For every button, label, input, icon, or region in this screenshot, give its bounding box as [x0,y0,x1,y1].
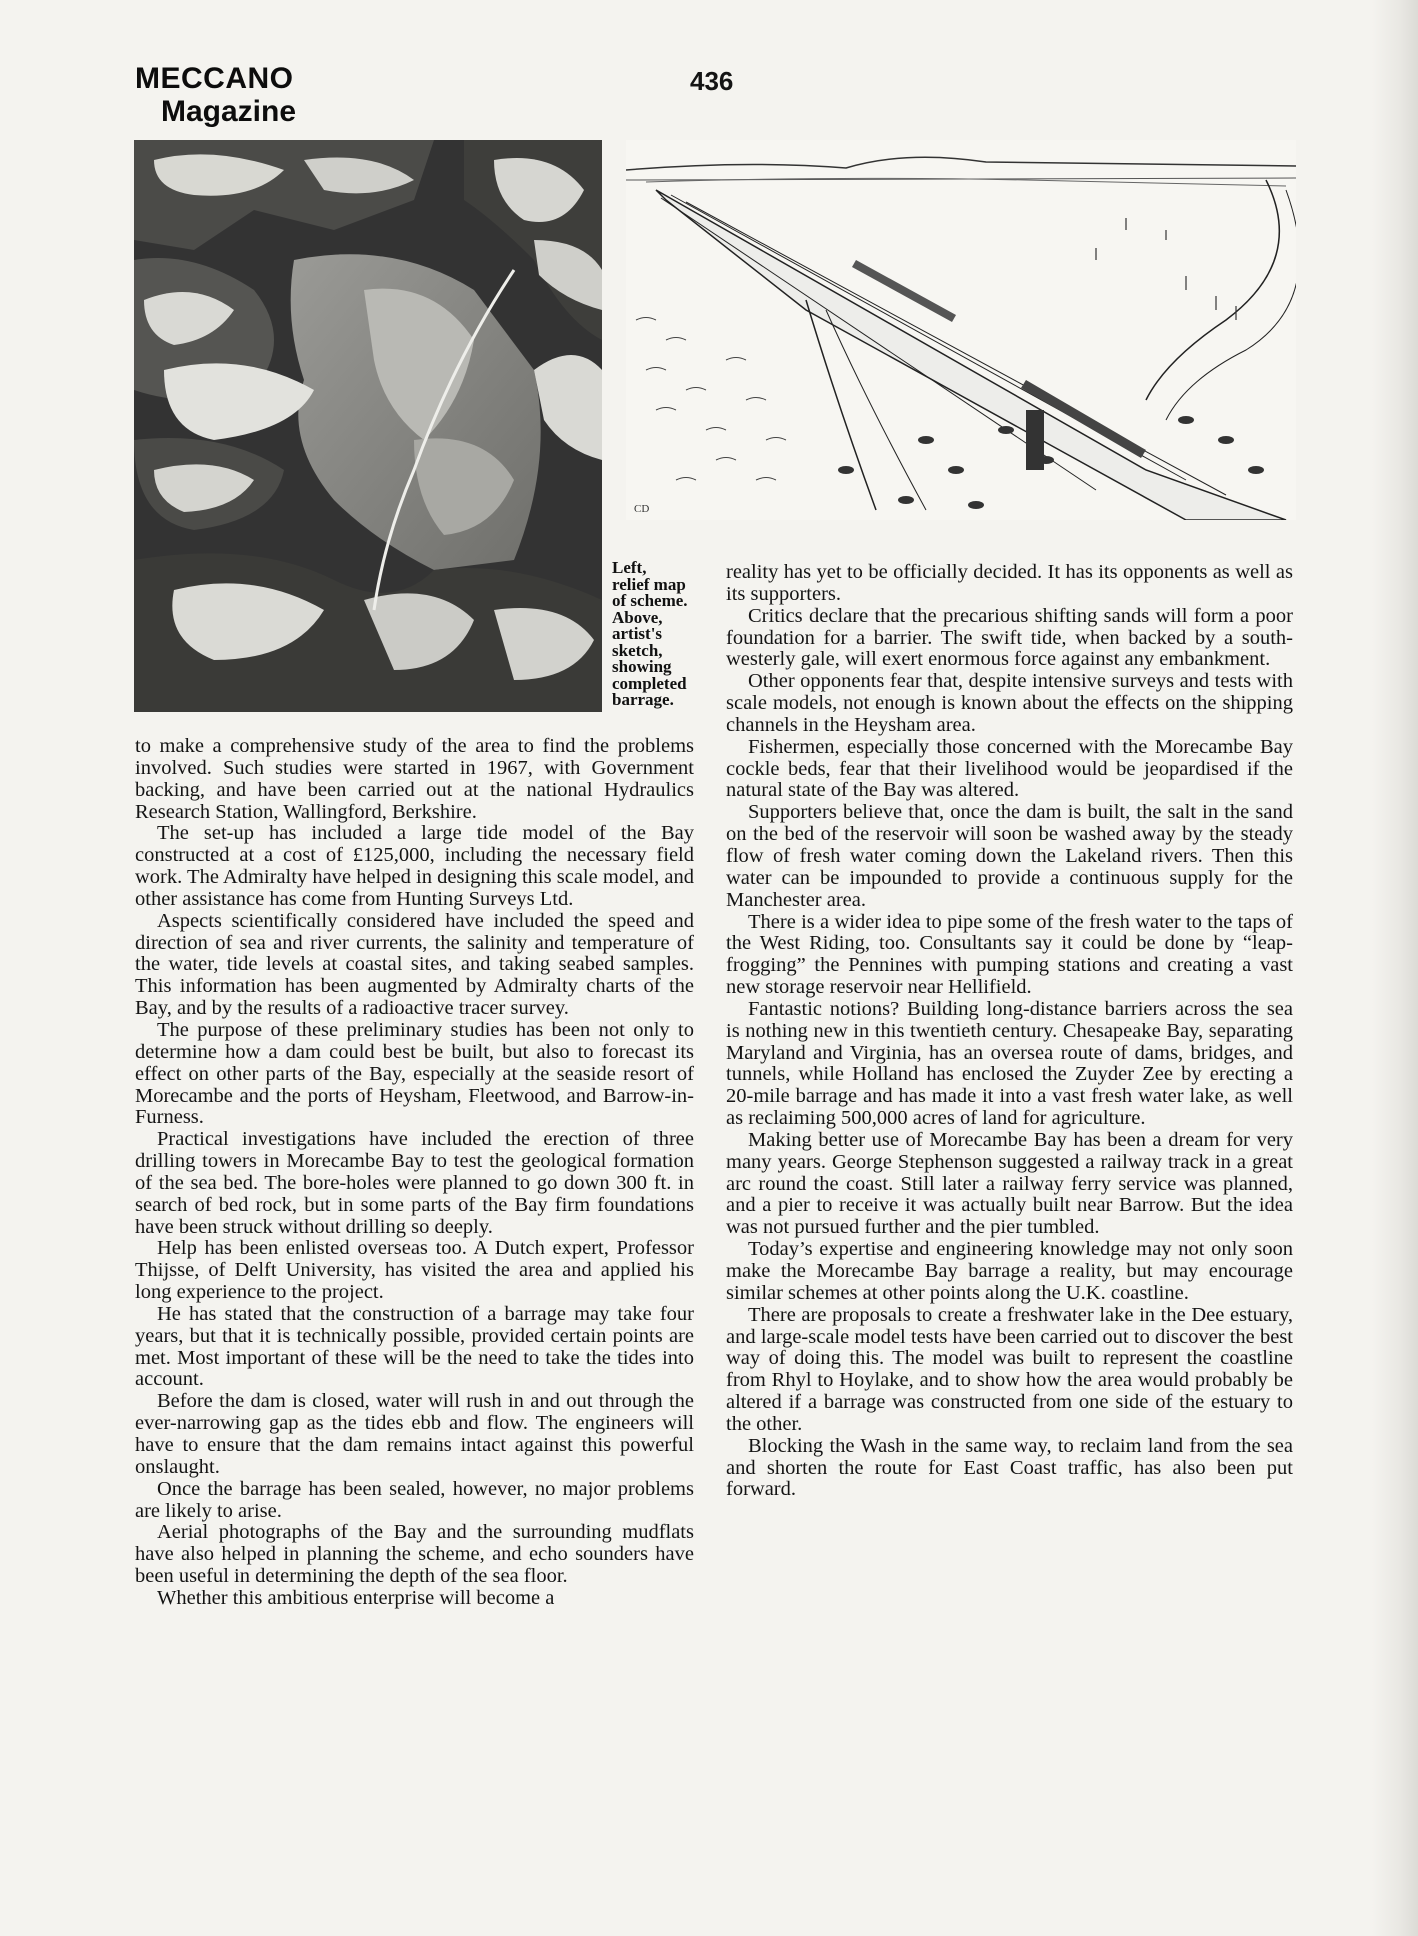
paragraph: There is a wider idea to pipe some of the fresh water to the taps of the West Riding, too. Consultants say it could be done by “leap-frogging” the Pennines with pumping stations and creating a vast new storage reservoir near Hellifield. [726,910,1293,999]
paragraph: Once the barrage has been sealed, however, no major problems are likely to arise. [135,1477,694,1522]
masthead-title: MECCANO [135,62,294,95]
masthead [135,64,296,127]
paragraph: Critics declare that the precarious shifting sands will form a poor foundation for a barrier. The swift tide, when backed by a south-westerly gale, will exert enormous force against any embankment. [726,604,1293,671]
caption-line: completed [612,673,687,693]
paragraph: There are proposals to create a freshwater lake in the Dee estuary, and large-scale model tests have been carried out to discover the best way of doing this. The model was built to represent the coastline from Rhyl to Hoylake, and to show how the area would probably be altered if a barrage was constructed from one side of the estuary to the other. [726,1303,1293,1435]
paragraph: Other opponents fear that, despite intensive surveys and tests with scale models, not enough is known about the effects on the shipping channels in the Heysham area. [726,670,1293,736]
paragraph: reality has yet to be officially decided. It has its opponents as well as its supporters. [726,561,1293,605]
paragraph: He has stated that the construction of a barrage may take four years, but that it is technically possible, provided certain points are met. Most important of these will be the need to take the tides into account. [135,1302,694,1391]
paragraph: Fantastic notions? Building long-distance barriers across the sea is nothing new in this twentieth century. Chesapeake Bay, separating Maryland and Virginia, has an oversea route of dams, bridges, and tunnels, while Holland has enclosed the Zuyder Zee by erecting a 20-mile barrage and has made it into a vast fresh water lake, as well as reclaiming 500,000 acres of land for agriculture. [726,997,1293,1130]
paragraph: Today’s expertise and engineering knowledge may not only soon make the Morecambe Bay barrage a reality, but may encourage similar schemes at other points along the U.K. coastline. [726,1238,1293,1304]
paragraph: The set-up has included a large tide model of the Bay constructed at a cost of £125,000, including the necessary field work. The Admiralty have helped in designing this scale model, and other assistance has come from Hunting Surveys Ltd. [135,822,694,910]
paragraph: Whether this ambitious enterprise will become a [157,1586,555,1609]
paragraph: Blocking the Wash in the same way, to reclaim land from the sea and shorten the route for East Coast traffic, has also been put forward. [726,1434,1293,1501]
paragraph: The purpose of these preliminary studies has been not only to determine how a dam could best be built, but also to forecast its effect on other parts of the Bay, especially at the seaside resort of Morecambe and the ports of Heysham, Fleetwood, and Barrow-in-Furness. [135,1018,694,1129]
paragraph: Help has been enlisted overseas too. A Dutch expert, Professor Thijsse, of Delft University, has visited the area and applied his long experience to the project. [135,1237,694,1304]
caption-line: Above, [612,607,663,627]
paragraph: Aerial photographs of the Bay and the surrounding mudflats have also helped in planning the scheme, and echo sounders have been useful in determining the depth of the sea floor. [135,1521,694,1588]
article-column-left [135,736,694,1610]
article-column-right [726,562,1293,1501]
caption-line: relief map [612,574,686,594]
paragraph: Practical investigations have included the erection of three drilling towers in Morecambe Bay to test the geological formation of the sea bed. The bore-holes were planned to go down 300 ft. in search of bed rock, but in some parts of the Bay firm foundations have been struck without drilling so deeply. [135,1128,694,1238]
paragraph: Making better use of Morecambe Bay has been a dream for very many years. George Stephenson suggested a railway track in a great arc round the coast. Still later a railway ferry service was planned, and a pier to receive it was actually built near Barrow. But the idea was not pursued further and the pier tumbled. [726,1128,1293,1239]
paragraph: Fishermen, especially those concerned with the Morecambe Bay cockle beds, fear that their livelihood would be jeopardised if the natural state of the Bay was altered. [726,735,1293,802]
barrage-sketch-illustration [626,140,1296,520]
relief-map-photo [134,140,602,712]
masthead-subtitle: Magazine [161,95,297,128]
paragraph: to make a comprehensive study of the area to find the problems involved. Such studies were started in 1967, with Government backing, and have been carried out at the national Hydraulics Research Station, Wallingford, Berkshire. [135,735,694,823]
caption-line: artist's [612,624,663,643]
caption-line: Left, [612,558,647,577]
paragraph: Before the dam is closed, water will rush in and out through the ever-narrowing gap as the tides ebb and flow. The engineers will have to ensure that the dam remains intact against this powerful onslaught. [135,1390,694,1478]
paragraph: Supporters believe that, once the dam is built, the salt in the sand on the bed of the reservoir will soon be washed away by the steady flow of fresh water coming down the Lakeland rivers. Then this water can be impounded to provide a continuous supply for the Manchester area. [726,801,1293,911]
caption-line: barrage. [612,690,674,709]
caption-line: sketch, [612,640,663,660]
paragraph: Aspects scientifically considered have included the speed and direction of sea and river currents, the salinity and temperature of the water, tide levels at coastal sites, and taking seabed samples. This information has been augmented by Admiralty charts of the Bay, and by the results of a radioactive tracer survey. [135,909,694,1020]
relief-map-illustration [134,140,602,712]
sketch-signature: CD [634,503,650,515]
page-edge-shadow [1372,0,1418,1936]
page-number: 436 [690,66,734,96]
caption-line: showing [612,657,672,676]
artist-sketch [626,140,1296,520]
caption-line: of scheme. [612,591,688,610]
figure-caption [612,560,702,709]
